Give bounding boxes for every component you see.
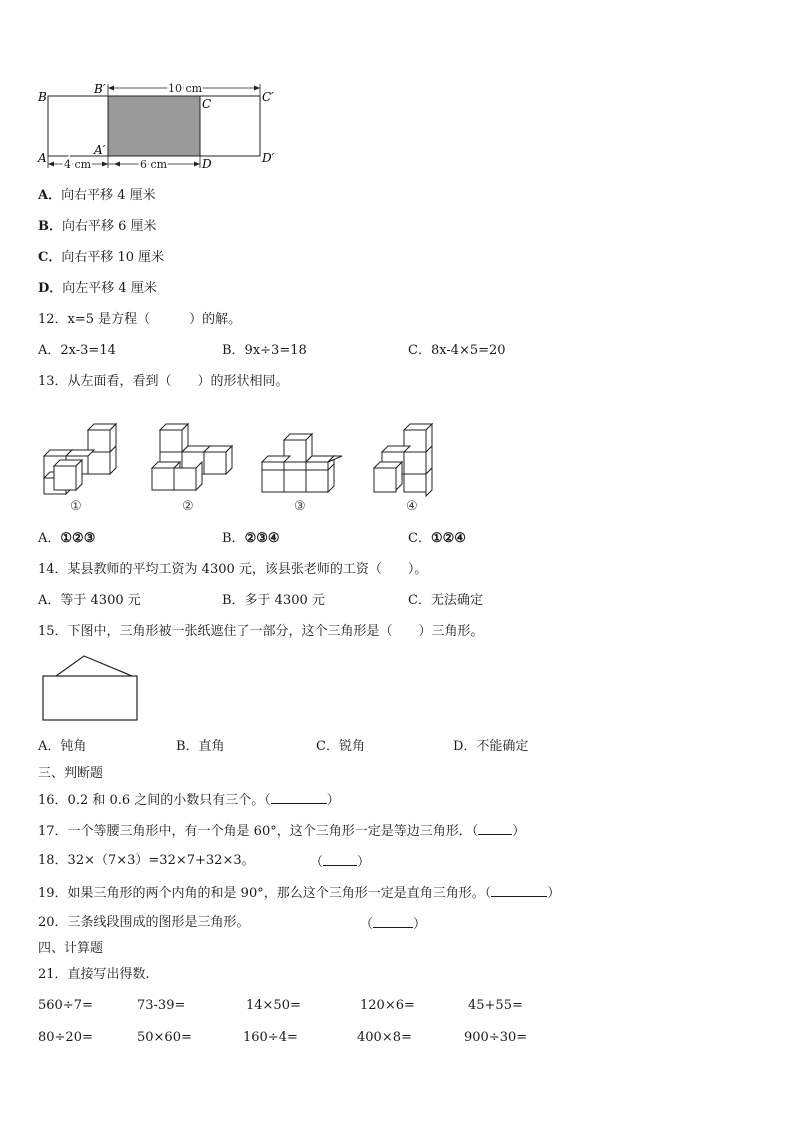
calc-item: 50×60= [137,1030,192,1045]
q12-option-c[interactable]: C．8x-4×5=20 [408,343,506,358]
cube-figure-4 [374,424,432,496]
q12-stem: 12．x=5 是方程（ ）的解。 [38,312,242,327]
q14-option-b[interactable]: B．多于 4300 元 [222,593,325,608]
length-middle: 6 cm [140,158,168,171]
label-A: A [38,151,47,165]
calc-item: 80÷20= [38,1030,93,1045]
translation-figure [30,78,290,178]
q15-stem: 15．下图中，三角形被一张纸遮住了一部分，这个三角形是（ ）三角形。 [38,624,484,639]
calc-item: 900÷30= [464,1030,528,1045]
q15-option-b[interactable]: B．直角 [176,739,225,754]
length-top: 10 cm [168,82,203,95]
q16-statement: 16．0.2 和 0.6 之间的小数只有三个。（ ） [38,793,340,808]
q20-paren: （ ） [360,917,427,932]
triangle-top [56,656,132,676]
label-D: D [202,157,212,171]
section-3-heading: 三、判断题 [38,766,104,781]
q12-option-a[interactable]: A．2x-3=14 [38,343,116,358]
cube-figure-3 [262,434,342,492]
length-left: 4 cm [64,158,92,171]
q14-option-a[interactable]: A．等于 4300 元 [38,593,141,608]
q13-option-b[interactable]: B．②③④ [222,531,280,546]
calc-item: 45+55= [468,998,523,1013]
q15-option-a[interactable]: A．钝角 [38,739,87,754]
q16-answer-blank[interactable] [271,791,327,804]
calc-item: 14×50= [246,998,301,1013]
q20-answer-blank[interactable] [373,915,413,928]
q14-stem: 14．某县教师的平均工资为 4300 元，该县张老师的工资（ ）。 [38,562,428,577]
q15-option-c[interactable]: C．锐角 [316,739,365,754]
q19-statement: 19．如果三角形的两个内角的和是 90°，那么这个三角形一定是直角三角形。（ ） [38,886,561,901]
figure-label-1: ① [70,499,82,514]
q11-option-d[interactable]: D．向左平移 4 厘米 [38,281,157,296]
q18-statement: 18．32×（7×3）=32×7+32×3。 [38,853,255,868]
cube-figure-2 [152,424,232,490]
calc-item: 160÷4= [243,1030,298,1045]
q21-stem: 21．直接写出得数. [38,967,150,982]
q11-option-b[interactable]: B．向右平移 6 厘米 [38,219,157,234]
q17-answer-blank[interactable] [478,822,512,835]
figure-label-2: ② [182,499,194,514]
figure-label-3: ③ [294,499,306,514]
calc-item: 400×8= [357,1030,412,1045]
q11-option-a[interactable]: A．向右平移 4 厘米 [38,188,156,203]
section-4-heading: 四、计算题 [38,941,104,956]
cube-figure-1 [44,424,116,494]
q13-stem: 13．从左面看，看到（ ）的形状相同。 [38,374,289,389]
q12-option-b[interactable]: B．9x÷3=18 [222,343,307,358]
cube-figures [38,418,458,516]
q11-option-c[interactable]: C．向右平移 10 厘米 [38,250,165,265]
calc-item: 73-39= [137,998,186,1013]
covered-triangle-figure [38,650,148,726]
label-D-prime: D′ [262,151,275,165]
q18-answer-blank[interactable] [323,853,357,866]
label-B: B [38,90,47,104]
q17-statement: 17．一个等腰三角形中，有一个角是 60°，这个三角形一定是等边三角形．（ ） [38,824,526,839]
label-C: C [202,97,212,111]
q20-statement: 20．三条线段围成的图形是三角形。 [38,915,250,930]
q15-option-d[interactable]: D．不能确定 [453,739,529,754]
label-A-prime: A′ [94,143,106,157]
figure-label-4: ④ [406,499,418,514]
calc-item: 120×6= [360,998,415,1013]
label-B-prime: B′ [94,82,106,96]
q14-option-c[interactable]: C．无法确定 [408,593,483,608]
label-C-prime: C′ [262,90,274,104]
q13-option-a[interactable]: A．①②③ [38,531,96,546]
q19-answer-blank[interactable] [491,884,547,897]
paper-cover [43,676,137,720]
q18-paren: （ ） [310,855,371,870]
shaded-rectangle [108,96,200,156]
q13-option-c[interactable]: C．①②④ [408,531,466,546]
calc-item: 560÷7= [38,998,93,1013]
